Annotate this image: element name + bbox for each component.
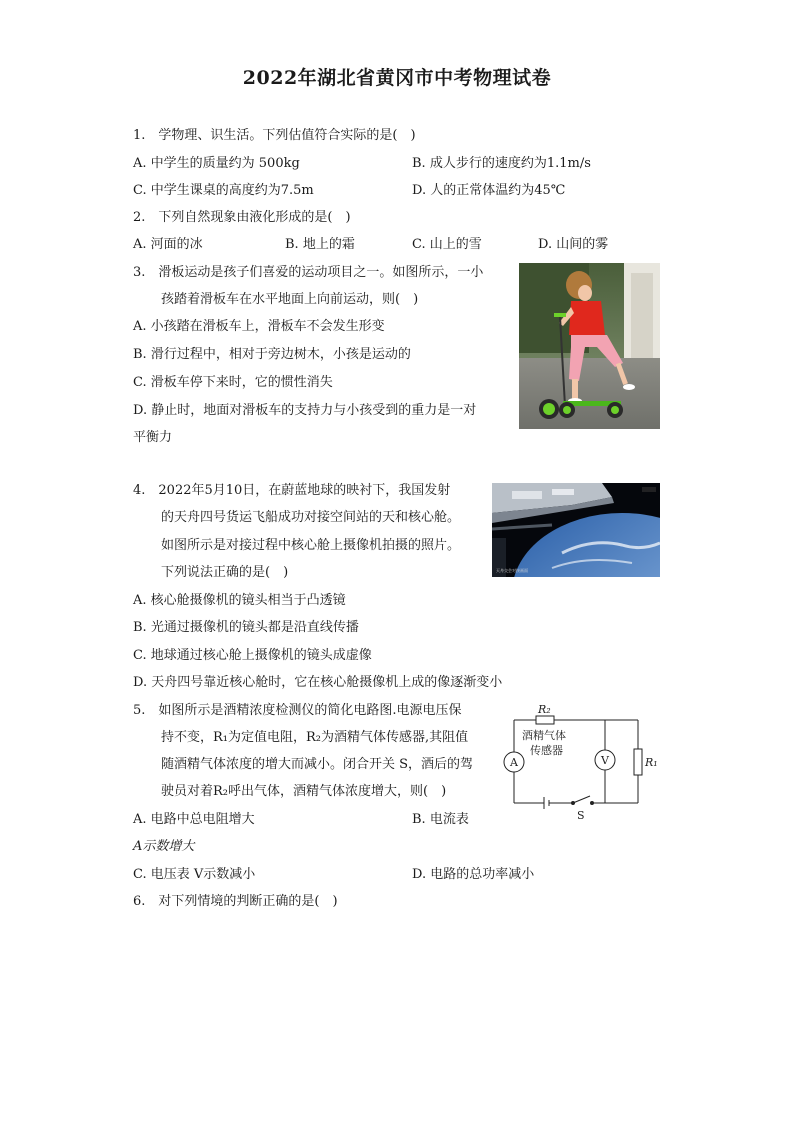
docking-photo xyxy=(492,483,660,577)
q5-option-c: C. 电压表 V示数减小 xyxy=(133,867,256,882)
scooter-child-image xyxy=(519,263,660,429)
voltmeter-label: V xyxy=(601,754,609,767)
q1-option-c: C. 中学生课桌的高度约为7.5m xyxy=(133,183,314,198)
alcohol-tester-circuit xyxy=(500,700,670,825)
q4-stem-line4: 下列说法正确的是( ) xyxy=(161,565,289,580)
q4-stem-line3: 如图所示是对接过程中核心舱上摄像机拍摄的照片。 xyxy=(161,538,461,553)
circuit-diagram xyxy=(500,700,670,825)
q5-stem-line1: 5. 如图所示是酒精浓度检测仪的简化电路图.电源电压保 xyxy=(133,703,462,718)
q3-option-d-line2: 平衡力 xyxy=(133,430,173,445)
photo-caption: 天舟交会对接画面 xyxy=(496,568,528,573)
q1-option-b: B. 成人步行的速度约为1.1m/s xyxy=(412,156,591,171)
q2-stem: 2. 下列自然现象由液化形成的是( ) xyxy=(133,210,351,225)
q5-option-d: D. 电路的总功率减小 xyxy=(412,867,535,882)
q5-option-a: A. 电路中总电阻增大 xyxy=(133,812,255,827)
q1-stem: 1. 学物理、识生活。下列估值符合实际的是( ) xyxy=(133,128,416,143)
sensor-label-line2: 传感器 xyxy=(530,744,563,757)
q5-stem-line4: 驶员对着R₂呼出气体，酒精气体浓度增大，则( ) xyxy=(161,784,447,799)
q1-option-a: A. 中学生的质量约为 500kg xyxy=(133,156,300,171)
q2-option-d: D. 山间的雾 xyxy=(538,237,609,252)
q3-option-a: A. 小孩踏在滑板车上，滑板车不会发生形变 xyxy=(133,319,385,334)
q5-stem-line3: 随酒精气体浓度的增大而减小。闭合开关 S，酒后的驾 xyxy=(161,757,474,772)
switch-label: S xyxy=(577,809,585,822)
q3-stem-line1: 3. 滑板运动是孩子们喜爱的运动项目之一。如图所示，一小 xyxy=(133,265,484,280)
page-title: 2022年湖北省黄冈市中考物理试卷 xyxy=(242,67,552,89)
r1-label: R₁ xyxy=(645,756,658,769)
scooter-photo xyxy=(519,263,660,429)
r2-label: R₂ xyxy=(538,703,551,716)
sensor-label-line1: 酒精气体 xyxy=(522,729,566,742)
space-docking-image xyxy=(492,483,660,577)
q6-stem: 6. 对下列情境的判断正确的是( ) xyxy=(133,894,338,909)
q4-option-c: C. 地球通过核心舱上摄像机的镜头成虚像 xyxy=(133,648,372,663)
q4-stem-line1: 4. 2022年5月10日，在蔚蓝地球的映衬下，我国发射 xyxy=(133,483,451,498)
q1-option-d: D. 人的正常体温约为45℃ xyxy=(412,183,566,198)
q2-option-a: A. 河面的冰 xyxy=(133,237,203,252)
q4-option-d: D. 天舟四号靠近核心舱时，它在核心舱摄像机上成的像逐渐变小 xyxy=(133,675,503,690)
q2-option-c: C. 山上的雪 xyxy=(412,237,482,252)
ammeter-label: A xyxy=(510,756,518,769)
q5-stem-line2: 持不变，R₁为定值电阻，R₂为酒精气体传感器,其阻值 xyxy=(161,730,469,745)
q3-stem-line2: 孩踏着滑板车在水平地面上向前运动，则( ) xyxy=(161,292,419,307)
q5-option-b-line2: A示数增大 xyxy=(133,839,195,854)
q5-option-b-line1: B. 电流表 xyxy=(412,812,469,827)
q4-option-b: B. 光通过摄像机的镜头都是沿直线传播 xyxy=(133,620,359,635)
q3-option-b: B. 滑行过程中，相对于旁边树木，小孩是运动的 xyxy=(133,347,411,362)
q3-option-d-line1: D. 静止时，地面对滑板车的支持力与小孩受到的重力是一对 xyxy=(133,403,477,418)
q4-option-a: A. 核心舱摄像机的镜头相当于凸透镜 xyxy=(133,593,346,608)
q2-option-b: B. 地上的霜 xyxy=(285,237,355,252)
q3-option-c: C. 滑板车停下来时，它的惯性消失 xyxy=(133,375,333,390)
q4-stem-line2: 的天舟四号货运飞船成功对接空间站的天和核心舱。 xyxy=(161,510,461,525)
